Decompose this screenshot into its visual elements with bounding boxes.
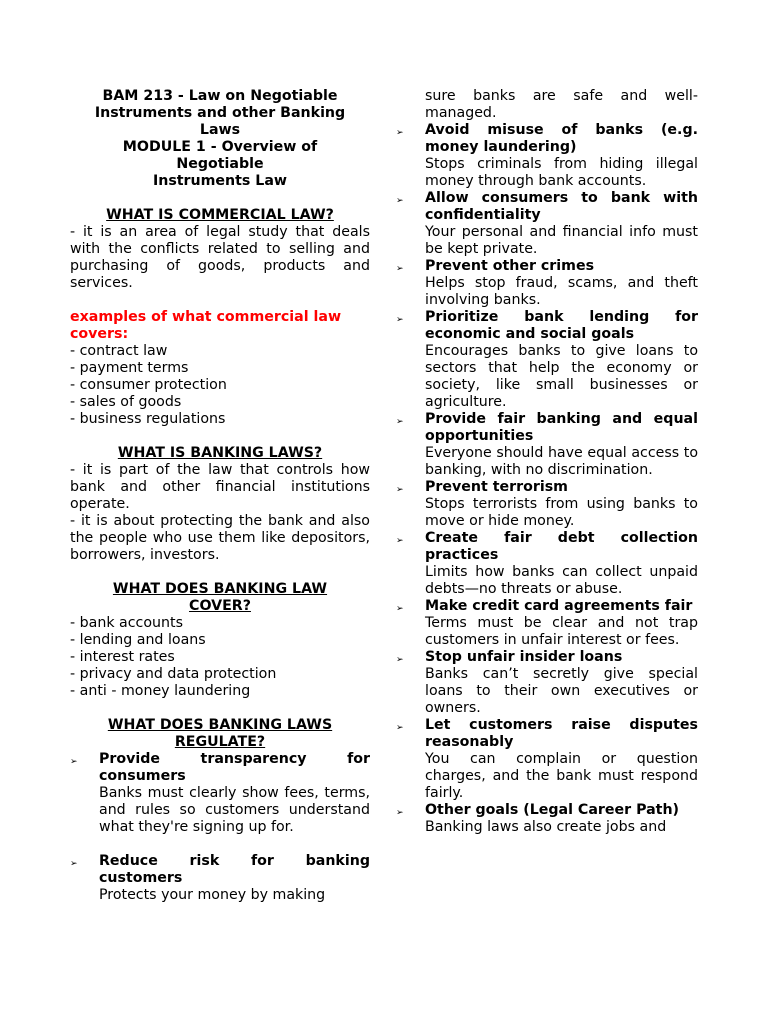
heading-line: REGULATE? — [174, 734, 266, 750]
bullet-description: Stops criminals from hiding illegal money through bank accounts. — [425, 156, 698, 189]
bullet-title: Provide transparency for consumers — [99, 751, 370, 784]
arrow-bullet-icon: ➢ — [396, 417, 404, 427]
title-line: Instruments Law — [152, 173, 288, 189]
arrow-bullet-icon: ➢ — [396, 196, 404, 206]
arrow-bullet-icon: ➢ — [396, 128, 404, 138]
document-title — [70, 88, 370, 190]
right-column — [396, 88, 698, 836]
arrow-bullet-icon: ➢ — [396, 485, 404, 495]
bullet-item — [396, 411, 698, 479]
commercial-law-examples-label: examples of what commercial law covers: — [70, 309, 342, 342]
bullet-title: Provide fair banking and equal opportunities — [425, 411, 698, 444]
bullet-item — [70, 751, 370, 836]
continued-description: sure banks are safe and well-managed. — [425, 88, 698, 121]
heading-line: COVER? — [189, 598, 251, 614]
bullet-description: Encourages banks to give loans to sectors that help the economy or society, like small businesses or agriculture. — [425, 343, 698, 410]
bullet-item — [396, 309, 698, 411]
arrow-bullet-icon: ➢ — [70, 859, 78, 869]
bullet-description: Protects your money by making — [99, 887, 326, 903]
bullet-title: Let customers raise disputes reasonably — [425, 717, 698, 750]
bullet-title: Prevent other crimes — [425, 258, 595, 274]
bullet-title: Create fair debt collection practices — [425, 530, 698, 563]
banking-laws-paragraph: - it is part of the law that controls how bank and other financial institutions operate. — [70, 462, 370, 512]
bullet-item — [396, 479, 698, 530]
bullet-item — [396, 717, 698, 802]
commercial-law-examples-list — [70, 343, 370, 428]
list-item: - anti - money laundering — [70, 683, 251, 699]
heading-line: WHAT DOES BANKING LAWS — [107, 717, 333, 733]
arrow-bullet-icon: ➢ — [70, 757, 78, 767]
title-line: Laws — [199, 122, 241, 138]
title-line: Negotiable — [176, 156, 264, 172]
list-item: - contract law — [70, 343, 168, 359]
arrow-bullet-icon: ➢ — [396, 655, 404, 665]
bullet-item — [396, 649, 698, 717]
list-item: - bank accounts — [70, 615, 183, 631]
bullet-description: Banks can’t secretly give special loans to their own executives or owners. — [425, 666, 698, 716]
bullet-title: Make credit card agreements fair — [425, 598, 693, 614]
list-item: - interest rates — [70, 649, 175, 665]
bullet-description: Limits how banks can collect unpaid debts—no threats or abuse. — [425, 564, 698, 597]
banking-laws-heading: WHAT IS BANKING LAWS? — [117, 445, 323, 461]
bullet-description: Terms must be clear and not trap customers in unfair interest or fees. — [425, 615, 698, 648]
commercial-law-definition: - it is an area of legal study that deals with the conflicts related to selling and purchasing of goods, products and services. — [70, 224, 370, 291]
bullet-description: Your personal and financial info must be kept private. — [425, 224, 698, 257]
title-line: BAM 213 - Law on Negotiable — [102, 88, 338, 104]
title-line: MODULE 1 - Overview of — [122, 139, 318, 155]
list-item: - business regulations — [70, 411, 226, 427]
arrow-bullet-icon: ➢ — [396, 808, 404, 818]
bullet-title: Prevent terrorism — [425, 479, 568, 495]
list-item: - privacy and data protection — [70, 666, 277, 682]
bullet-title: Prioritize bank lending for economic and social goals — [425, 309, 698, 342]
bullet-title: Other goals (Legal Career Path) — [425, 802, 680, 818]
banking-laws-paragraph: - it is about protecting the bank and also the people who use them like depositors, borrowers, investors. — [70, 513, 370, 563]
bullet-description: Everyone should have equal access to banking, with no discrimination. — [425, 445, 698, 478]
bullet-description: Stops terrorists from using banks to move or hide money. — [425, 496, 698, 529]
arrow-bullet-icon: ➢ — [396, 536, 404, 546]
bullet-item — [396, 598, 698, 649]
banking-law-regulate-heading — [70, 717, 370, 751]
bullet-title: Reduce risk for banking customers — [99, 853, 370, 886]
arrow-bullet-icon: ➢ — [396, 264, 404, 274]
bullet-title: Stop unfair insider loans — [425, 649, 623, 665]
list-item: - consumer protection — [70, 377, 227, 393]
arrow-bullet-icon: ➢ — [396, 315, 404, 325]
banking-law-cover-heading — [70, 581, 370, 615]
bullet-title: Avoid misuse of banks (e.g. money laundering) — [425, 122, 698, 155]
arrow-bullet-icon: ➢ — [396, 723, 404, 733]
bullet-item — [396, 122, 698, 190]
bullet-item — [396, 530, 698, 598]
bullet-description: You can complain or question charges, and the bank must respond fairly. — [425, 751, 698, 801]
banking-law-cover-list — [70, 615, 370, 700]
bullet-description: Helps stop fraud, scams, and theft involving banks. — [425, 275, 698, 308]
commercial-law-heading: WHAT IS COMMERCIAL LAW? — [106, 207, 334, 223]
continued-text — [396, 88, 698, 122]
bullet-item — [70, 853, 370, 904]
left-column — [70, 88, 370, 904]
bullet-description: Banks must clearly show fees, terms, and rules so customers understand what they're signing up for. — [99, 785, 370, 835]
bullet-item — [396, 258, 698, 309]
bullet-description: Banking laws also create jobs and — [425, 819, 667, 835]
bullet-title: Allow consumers to bank with confidentiality — [425, 190, 698, 223]
bullet-item — [396, 190, 698, 258]
heading-line: WHAT DOES BANKING LAW — [112, 581, 328, 597]
bullet-item — [396, 802, 698, 836]
title-line: Instruments and other Banking — [94, 105, 346, 121]
list-item: - lending and loans — [70, 632, 206, 648]
list-item: - sales of goods — [70, 394, 182, 410]
list-item: - payment terms — [70, 360, 189, 376]
arrow-bullet-icon: ➢ — [396, 604, 404, 614]
